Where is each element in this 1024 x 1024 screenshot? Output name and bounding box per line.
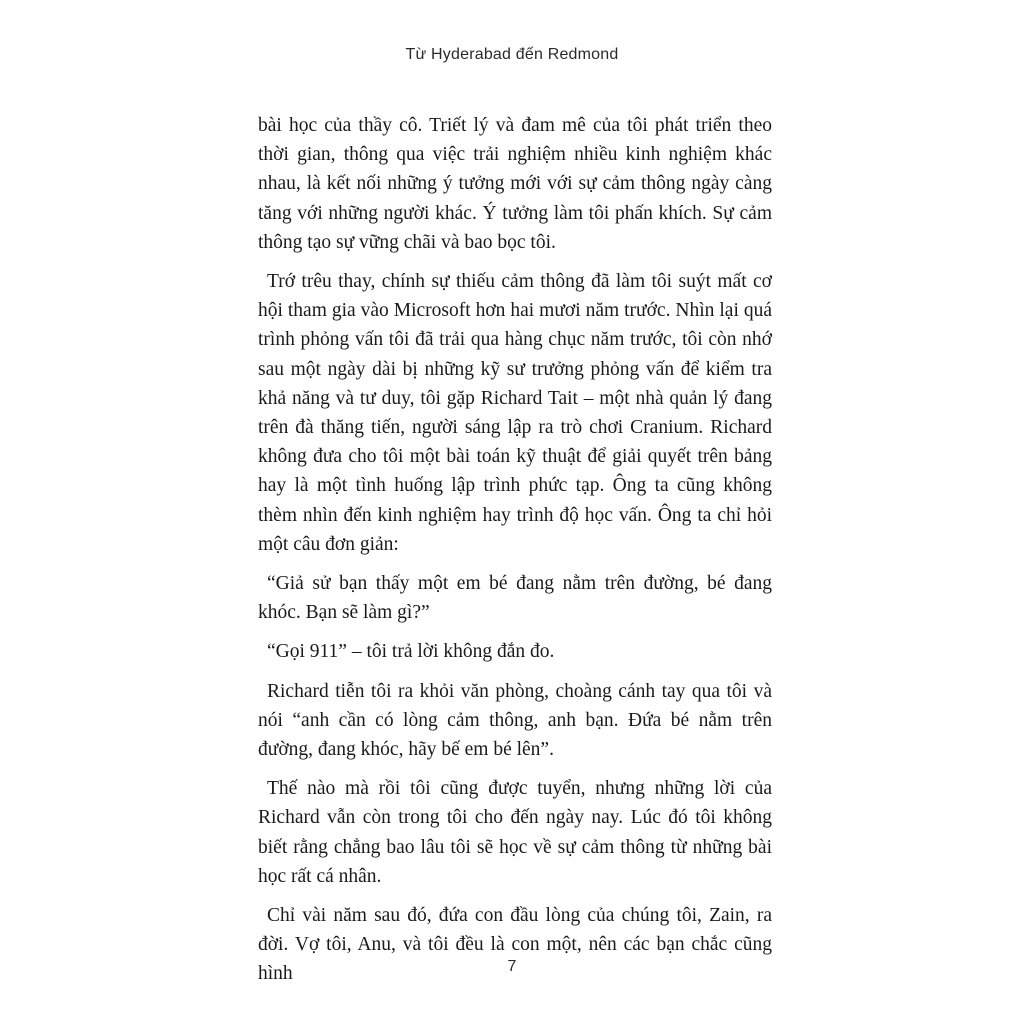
body-text (258, 111, 772, 989)
paragraph: bài học của thầy cô. Triết lý và đam mê của tôi phát triển theo thời gian, thông qua việc trải nghiệm nhiều kinh nghiệm khác nhau, là kết nối những ý tưởng mới với sự cảm thông ngày càng tăng với những người khác. Ý tưởng làm tôi phấn khích. Sự cảm thông tạo sự vững chãi và bao bọc tôi. (258, 115, 772, 253)
paragraph: Richard tiễn tôi ra khỏi văn phòng, choàng cánh tay qua tôi và nói “anh cần có lòng cảm thông, anh bạn. Đứa bé nằm trên đường, đang khóc, hãy bế em bé lên”. (258, 680, 772, 761)
paragraph: “Gọi 911” – tôi trả lời không đắn đo. (267, 641, 555, 663)
paragraph: Trớ trêu thay, chính sự thiếu cảm thông đã làm tôi suýt mất cơ hội tham gia vào Microsoft hơn hai mươi năm trước. Nhìn lại quá trình phỏng vấn tôi đã trải qua hàng chục năm trước, tôi còn nhớ sau một ngày dài bị những kỹ sư trưởng phỏng vấn để kiểm tra khả năng và tư duy, tôi gặp Richard Tait – một nhà quản lý đang trên đà thăng tiến, người sáng lập ra trò chơi Cranium. Richard không đưa cho tôi một bài toán kỹ thuật để giải quyết trên bảng hay là một tình huống lập trình phức tạp. Ông ta cũng không thèm nhìn đến kinh nghiệm hay trình độ học vấn. Ông ta chỉ hỏi một câu đơn giản: (258, 271, 772, 555)
paragraph: Thế nào mà rồi tôi cũng được tuyển, nhưng những lời của Richard vẫn còn trong tôi cho đến ngày nay. Lúc đó tôi không biết rằng chẳng bao lâu tôi sẽ học về sự cảm thông từ những bài học rất cá nhân. (258, 778, 772, 887)
page-number: 7 (507, 958, 517, 975)
paragraph: “Giả sử bạn thấy một em bé đang nằm trên đường, bé đang khóc. Bạn sẽ làm gì?” (258, 573, 772, 624)
paragraph: Chỉ vài năm sau đó, đứa con đầu lòng của chúng tôi, Zain, ra đời. Vợ tôi, Anu, và tôi đều là con một, nên các bạn chắc cũng hình (258, 905, 772, 985)
running-header: Từ Hyderabad đến Redmond (405, 46, 619, 63)
